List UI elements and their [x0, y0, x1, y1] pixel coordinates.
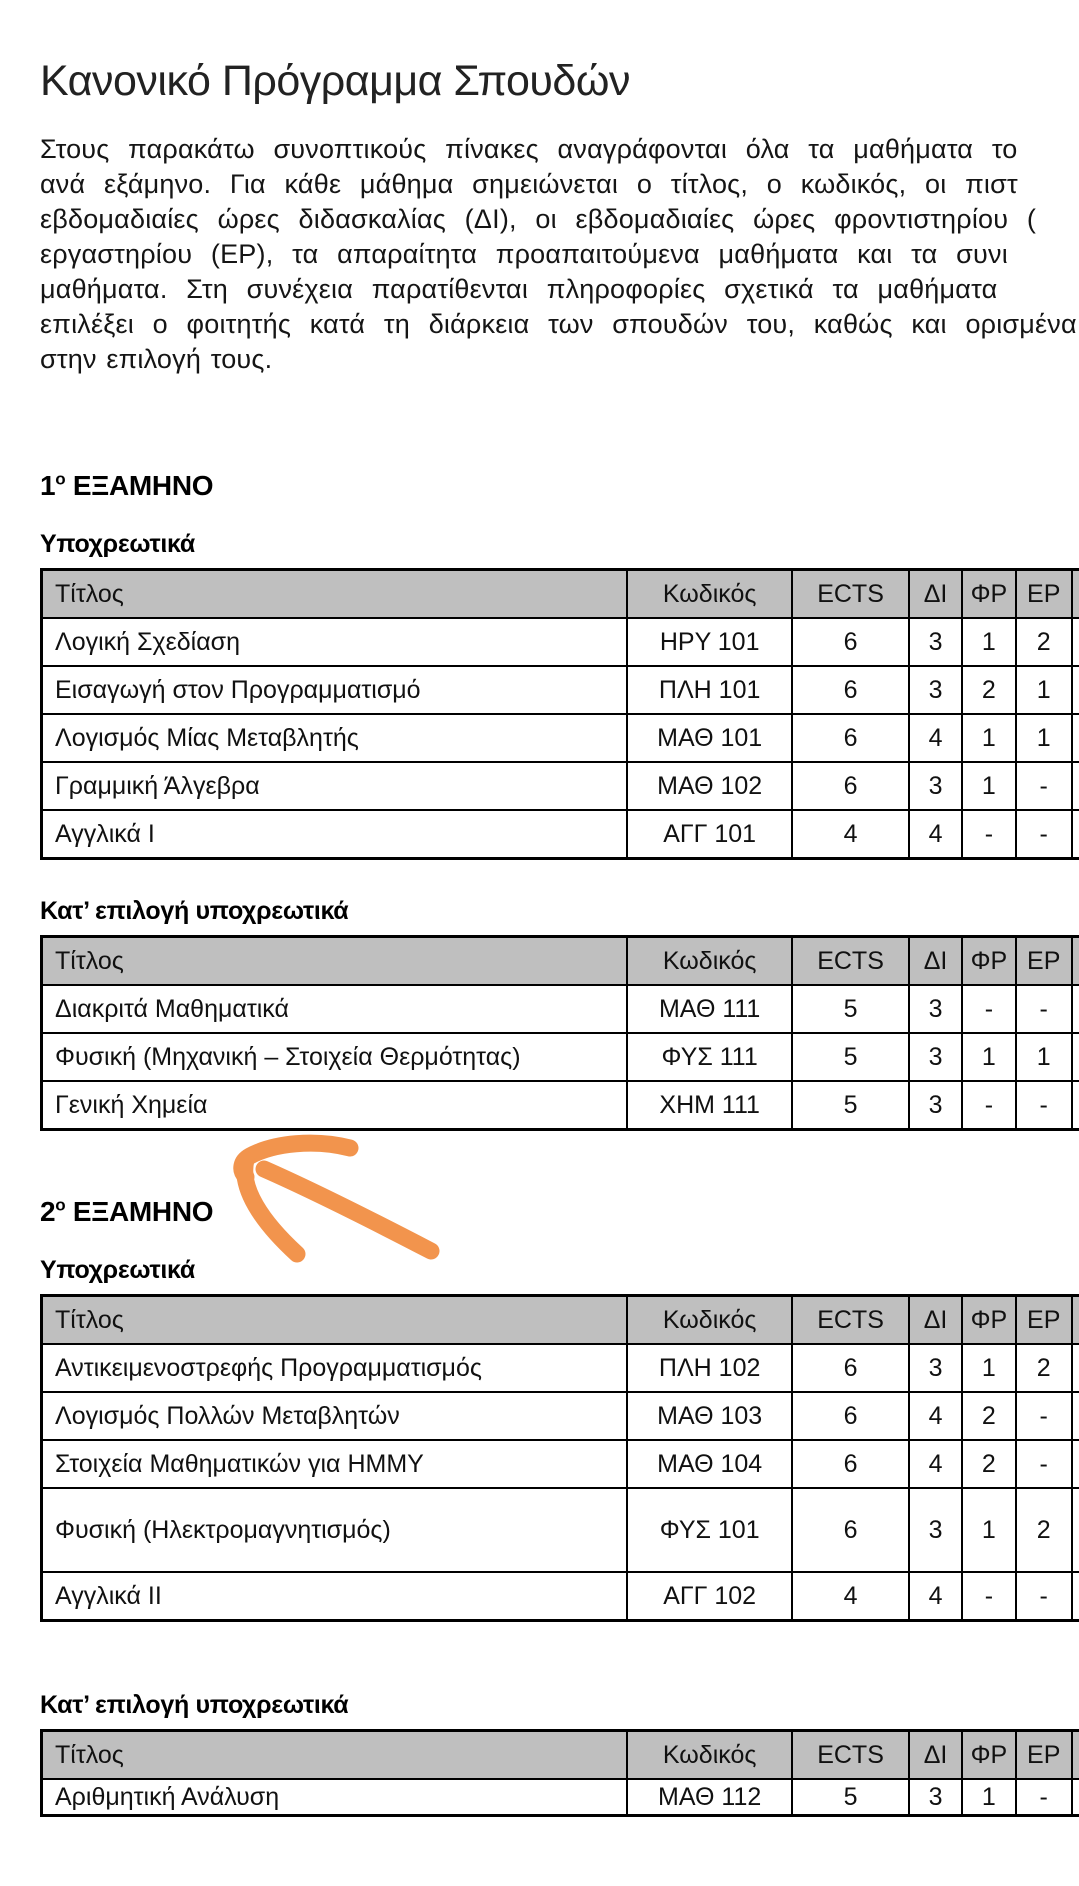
sem1-elective-heading: Κατ’ επιλογή υποχρεωτικά [40, 897, 349, 925]
table-cell: Λογική Σχεδίαση [42, 618, 628, 666]
intro-line: Στους παρακάτω συνοπτικούς πίνακες αναγράφονται όλα τα μαθήματα το [40, 134, 1018, 164]
column-header: ΔΙ [909, 1731, 962, 1780]
table-cell: ΜΑΘ 101 [627, 714, 792, 762]
table-cell [1072, 1344, 1079, 1392]
header-row [42, 937, 1079, 986]
table-cell: - [962, 1081, 1015, 1130]
column-header: Κωδικός [627, 1731, 792, 1780]
column-header: ECTS [792, 1731, 909, 1780]
table-cell: ΠΛΗ 102 [627, 1344, 792, 1392]
table-row [42, 1081, 1079, 1130]
table-cell: 1 [962, 618, 1015, 666]
column-header: ΔΙ [909, 1296, 962, 1345]
column-header: ΦΡ [962, 1731, 1015, 1780]
table-cell [1072, 1572, 1079, 1621]
table-cell: 6 [792, 1488, 909, 1572]
table-cell [1072, 985, 1079, 1033]
column-header: Τίτλος [42, 1296, 628, 1345]
table-cell: Αγγλικά Ι [42, 810, 628, 859]
table-cell: 2 [1016, 618, 1072, 666]
column-header: Τίτλος [42, 937, 628, 986]
column-header: ΕΡ [1016, 1296, 1072, 1345]
table-cell: 6 [792, 1392, 909, 1440]
sem1-elective-course-table [40, 935, 1079, 1131]
semester-2-heading [40, 1195, 1079, 1229]
table-cell: 3 [909, 1488, 962, 1572]
ordinal-superscript: ο [55, 469, 66, 489]
table-cell: - [1016, 1440, 1072, 1488]
table-cell: - [962, 1572, 1015, 1621]
table-cell: ΠΛΗ 101 [627, 666, 792, 714]
table-cell: 6 [792, 618, 909, 666]
column-header [1072, 1731, 1079, 1780]
table-cell: 4 [909, 1392, 962, 1440]
table-cell: Φυσική (Ηλεκτρομαγνητισμός) [42, 1488, 628, 1572]
table-cell: 2 [1016, 1488, 1072, 1572]
table-cell: ΜΑΘ 111 [627, 985, 792, 1033]
table-cell: 4 [909, 1572, 962, 1621]
table-cell [1072, 1392, 1079, 1440]
sem2-elective-heading: Κατ’ επιλογή υποχρεωτικά [40, 1691, 349, 1719]
table-cell [1072, 1081, 1079, 1130]
intro-line: ανά εξάμηνο. Για κάθε μάθημα σημειώνεται ο τίτλος, ο κωδικός, οι πιστ [40, 169, 1018, 199]
table-cell: 4 [909, 714, 962, 762]
table-cell: Διακριτά Μαθηματικά [42, 985, 628, 1033]
table-cell: 1 [962, 714, 1015, 762]
table-cell [1072, 714, 1079, 762]
table-cell: - [1016, 810, 1072, 859]
intro-line: μαθήματα. Στη συνέχεια παρατίθενται πληροφορίες σχετικά τα μαθήματα [40, 274, 998, 304]
column-header: ΦΡ [962, 937, 1015, 986]
table-cell: - [962, 985, 1015, 1033]
table-cell: 3 [909, 666, 962, 714]
table-cell: - [1016, 1392, 1072, 1440]
intro-line: εβδομαδιαίες ώρες διδασκαλίας (ΔΙ), οι εβδομαδιαίες ώρες φροντιστηρίου ( [40, 204, 1037, 234]
table-cell: 1 [962, 762, 1015, 810]
table-cell: ΑΓΓ 102 [627, 1572, 792, 1621]
table-cell: 5 [792, 1779, 909, 1816]
column-header: Κωδικός [627, 1296, 792, 1345]
table-cell: ΜΑΘ 112 [627, 1779, 792, 1816]
table-cell: 4 [792, 1572, 909, 1621]
table-cell: 3 [909, 1344, 962, 1392]
table-cell: 1 [1016, 1033, 1072, 1081]
table-cell: ΦΥΣ 101 [627, 1488, 792, 1572]
table-row [42, 1779, 1079, 1816]
semester-1-heading [40, 469, 1079, 503]
table-cell: Λογισμός Πολλών Μεταβλητών [42, 1392, 628, 1440]
table-cell: 3 [909, 1033, 962, 1081]
table-cell: 3 [909, 985, 962, 1033]
sem2-required-heading: Υποχρεωτικά [40, 1256, 195, 1284]
table-row [42, 1033, 1079, 1081]
table-row [42, 985, 1079, 1033]
table-cell: 1 [962, 1344, 1015, 1392]
table-cell: 5 [792, 985, 909, 1033]
table-cell: 1 [1016, 666, 1072, 714]
column-header: ΦΡ [962, 1296, 1015, 1345]
table-cell [1072, 1440, 1079, 1488]
header-row [42, 1296, 1079, 1345]
column-header: Κωδικός [627, 937, 792, 986]
table-row [42, 1572, 1079, 1621]
table-cell: Φυσική (Μηχανική – Στοιχεία Θερμότητας) [42, 1033, 628, 1081]
column-header: ΕΡ [1016, 937, 1072, 986]
column-header: Κωδικός [627, 570, 792, 619]
table-cell: 6 [792, 1344, 909, 1392]
table-cell: Γραμμική Άλγεβρα [42, 762, 628, 810]
table-cell: - [1016, 1779, 1072, 1816]
sem2-elective-course-table [40, 1729, 1079, 1817]
column-header: Τίτλος [42, 570, 628, 619]
table-cell: 1 [962, 1779, 1015, 1816]
intro-line: εργαστηρίου (ΕΡ), τα απαραίτητα προαπαιτούμενα μαθήματα και τα συνι [40, 239, 1008, 269]
table-cell: 2 [962, 666, 1015, 714]
intro-line: επιλέξει ο φοιτητής κατά τη διάρκεια των σπουδών του, καθώς και ορισμένα [40, 309, 1077, 339]
table-cell [1072, 618, 1079, 666]
table-cell [1072, 762, 1079, 810]
table-cell: Γενική Χημεία [42, 1081, 628, 1130]
table-cell: 6 [792, 1440, 909, 1488]
sem2-required-course-table [40, 1294, 1079, 1622]
table-cell: 4 [909, 1440, 962, 1488]
column-header [1072, 1296, 1079, 1345]
table-row [42, 618, 1079, 666]
table-cell: 6 [792, 666, 909, 714]
table-cell: 6 [792, 714, 909, 762]
table-cell [1072, 666, 1079, 714]
column-header: ΔΙ [909, 570, 962, 619]
table-cell: - [962, 810, 1015, 859]
table-cell: ΑΓΓ 101 [627, 810, 792, 859]
column-header: ΕΡ [1016, 1731, 1072, 1780]
table-cell: 2 [962, 1440, 1015, 1488]
column-header: ΔΙ [909, 937, 962, 986]
sem1-required-heading: Υποχρεωτικά [40, 530, 195, 558]
table-cell: 5 [792, 1033, 909, 1081]
column-header [1072, 937, 1079, 986]
column-header: Τίτλος [42, 1731, 628, 1780]
table-row [42, 1392, 1079, 1440]
table-cell: - [1016, 1081, 1072, 1130]
column-header: ECTS [792, 570, 909, 619]
table-cell [1072, 1488, 1079, 1572]
header-row [42, 1731, 1079, 1780]
table-cell: - [1016, 1572, 1072, 1621]
table-cell: 3 [909, 1779, 962, 1816]
column-header: ECTS [792, 1296, 909, 1345]
table-cell: Στοιχεία Μαθηματικών για ΗΜΜΥ [42, 1440, 628, 1488]
table-cell: 1 [1016, 714, 1072, 762]
column-header [1072, 570, 1079, 619]
table-cell [1072, 810, 1079, 859]
table-cell [1072, 1033, 1079, 1081]
semester-label: ΕΞΑΜΗΝΟ [65, 470, 214, 501]
sem1-required-course-table [40, 568, 1079, 860]
table-cell: 3 [909, 1081, 962, 1130]
table-cell: Λογισμός Μίας Μεταβλητής [42, 714, 628, 762]
table-row [42, 1488, 1079, 1572]
table-cell: ΜΑΘ 102 [627, 762, 792, 810]
column-header: ΦΡ [962, 570, 1015, 619]
table-cell: 5 [792, 1081, 909, 1130]
semester-number: 1 [40, 470, 56, 501]
table-cell: ΦΥΣ 111 [627, 1033, 792, 1081]
column-header: ΕΡ [1016, 570, 1072, 619]
ordinal-superscript: ο [55, 1195, 66, 1215]
column-header: ECTS [792, 937, 909, 986]
table-cell: Εισαγωγή στον Προγραμματισμό [42, 666, 628, 714]
table-cell: ΧΗΜ 111 [627, 1081, 792, 1130]
table-cell: - [1016, 985, 1072, 1033]
table-row [42, 666, 1079, 714]
table-cell: 2 [1016, 1344, 1072, 1392]
intro-paragraph [40, 132, 1079, 377]
intro-line: στην επιλογή τους. [40, 344, 273, 374]
table-cell: - [1016, 762, 1072, 810]
table-row [42, 714, 1079, 762]
semester-label: ΕΞΑΜΗΝΟ [65, 1196, 214, 1227]
table-cell: Αριθμητική Ανάλυση [42, 1779, 628, 1816]
semester-number: 2 [40, 1196, 56, 1227]
table-cell: 3 [909, 618, 962, 666]
header-row [42, 570, 1079, 619]
page-title: Κανονικό Πρόγραμμα Σπουδών [40, 57, 630, 105]
table-cell [1072, 1779, 1079, 1816]
table-cell: 4 [792, 810, 909, 859]
table-row [42, 1344, 1079, 1392]
table-cell: ΜΑΘ 103 [627, 1392, 792, 1440]
table-row [42, 1440, 1079, 1488]
table-cell: 4 [909, 810, 962, 859]
table-row [42, 810, 1079, 859]
table-cell: 6 [792, 762, 909, 810]
table-row [42, 762, 1079, 810]
table-cell: 1 [962, 1488, 1015, 1572]
table-cell: 1 [962, 1033, 1015, 1081]
table-cell: Αγγλικά ΙΙ [42, 1572, 628, 1621]
table-cell: ΜΑΘ 104 [627, 1440, 792, 1488]
table-cell: ΗΡΥ 101 [627, 618, 792, 666]
table-cell: Αντικειμενοστρεφής Προγραμματισμός [42, 1344, 628, 1392]
table-cell: 3 [909, 762, 962, 810]
table-cell: 2 [962, 1392, 1015, 1440]
